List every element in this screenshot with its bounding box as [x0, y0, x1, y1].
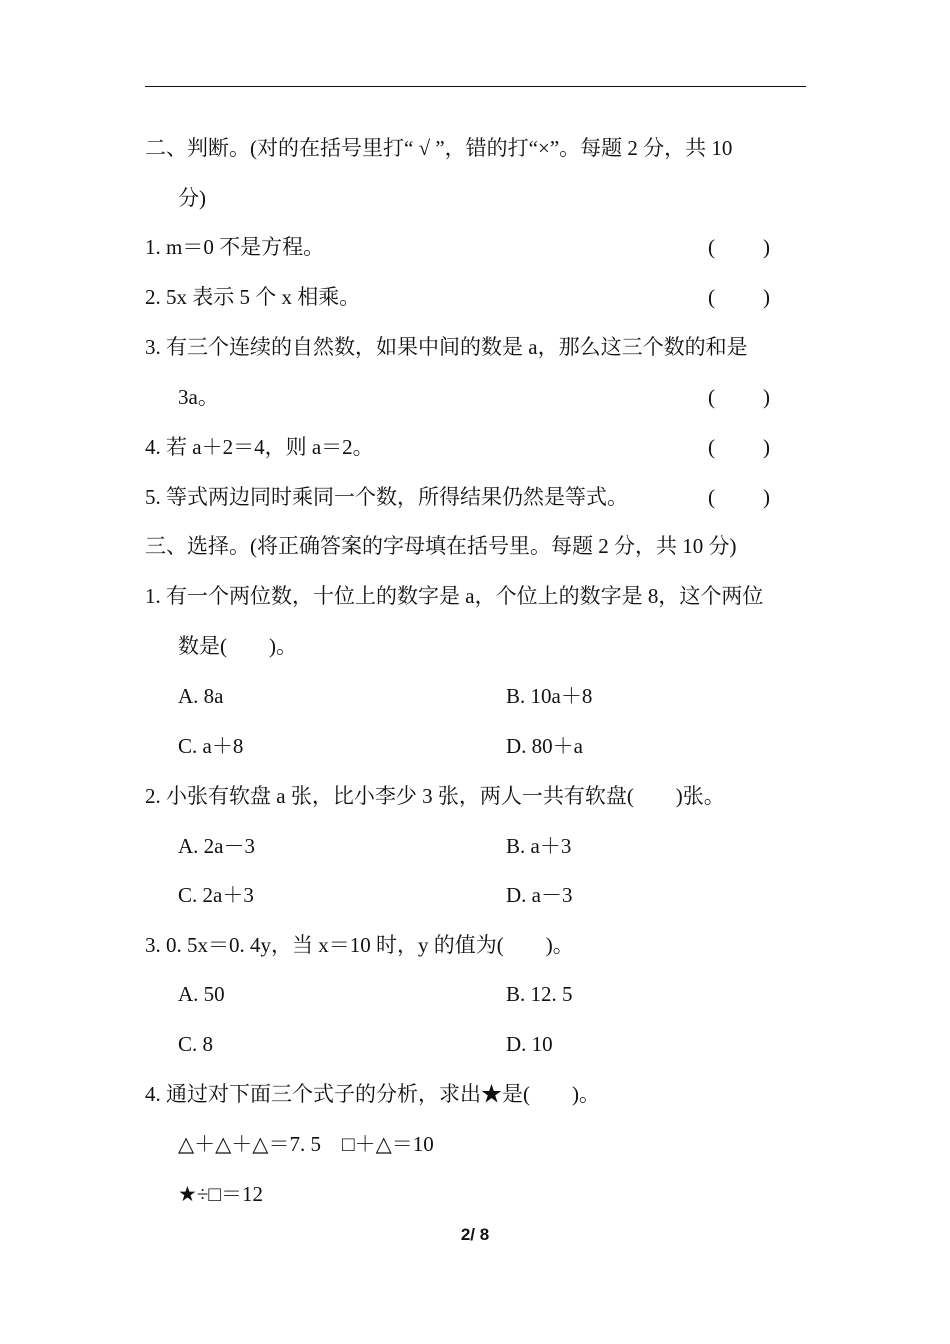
q3-option-b[interactable]: B. 12. 5 [506, 982, 573, 1006]
choice-q3: 3. 0. 5x＝0. 4y，当 x＝10 时，y 的值为( )。 [145, 933, 574, 957]
judge-item-4: 4. 若 a＋2＝4，则 a＝2。 [145, 435, 374, 459]
q1-option-d[interactable]: D. 80＋a [506, 734, 583, 758]
q2-option-c[interactable]: C. 2a＋3 [178, 883, 254, 907]
header-rule [145, 86, 806, 87]
choice-q1-cont: 数是( )。 [178, 634, 297, 658]
choice-q2: 2. 小张有软盘 a 张，比小李少 3 张，两人一共有软盘( )张。 [145, 784, 725, 808]
q1-option-b[interactable]: B. 10a＋8 [506, 684, 593, 708]
page-number: 2/ 8 [460, 1225, 490, 1244]
answer-paren-3[interactable]: ( ) [708, 385, 770, 409]
choice-q1: 1. 有一个两位数，十位上的数字是 a，个位上的数字是 8，这个两位 [145, 584, 764, 608]
q4-equations-line2: ★÷□＝12 [178, 1182, 264, 1206]
q3-option-c[interactable]: C. 8 [178, 1032, 214, 1056]
choice-q4: 4. 通过对下面三个式子的分析，求出★是( )。 [145, 1082, 600, 1106]
judge-item-5: 5. 等式两边同时乘同一个数，所得结果仍然是等式。 [145, 485, 628, 509]
section3-heading: 三、选择。(将正确答案的字母填在括号里。每题 2 分，共 10 分) [145, 534, 737, 558]
section2-heading: 二、判断。(对的在括号里打“ √ ”，错的打“×”。每题 2 分，共 10 [145, 136, 733, 160]
q2-option-d[interactable]: D. a－3 [506, 883, 573, 907]
judge-item-1: 1. m＝0 不是方程。 [145, 235, 325, 259]
q3-option-a[interactable]: A. 50 [178, 982, 225, 1006]
judge-item-2: 2. 5x 表示 5 个 x 相乘。 [145, 285, 361, 309]
q2-option-b[interactable]: B. a＋3 [506, 834, 572, 858]
judge-item-3: 3. 有三个连续的自然数，如果中间的数是 a，那么这三个数的和是 [145, 335, 748, 359]
answer-paren-2[interactable]: ( ) [708, 285, 770, 309]
answer-paren-1[interactable]: ( ) [708, 235, 770, 259]
q2-option-a[interactable]: A. 2a－3 [178, 834, 255, 858]
answer-paren-4[interactable]: ( ) [708, 435, 770, 459]
q1-option-c[interactable]: C. a＋8 [178, 734, 244, 758]
section2-heading-cont: 分) [178, 186, 206, 210]
q1-option-a[interactable]: A. 8a [178, 684, 224, 708]
q4-equations-line1: △＋△＋△＝7. 5 □＋△＝10 [178, 1132, 434, 1156]
judge-item-3-cont: 3a。 [178, 385, 219, 409]
q3-option-d[interactable]: D. 10 [506, 1032, 553, 1056]
answer-paren-5[interactable]: ( ) [708, 485, 770, 509]
